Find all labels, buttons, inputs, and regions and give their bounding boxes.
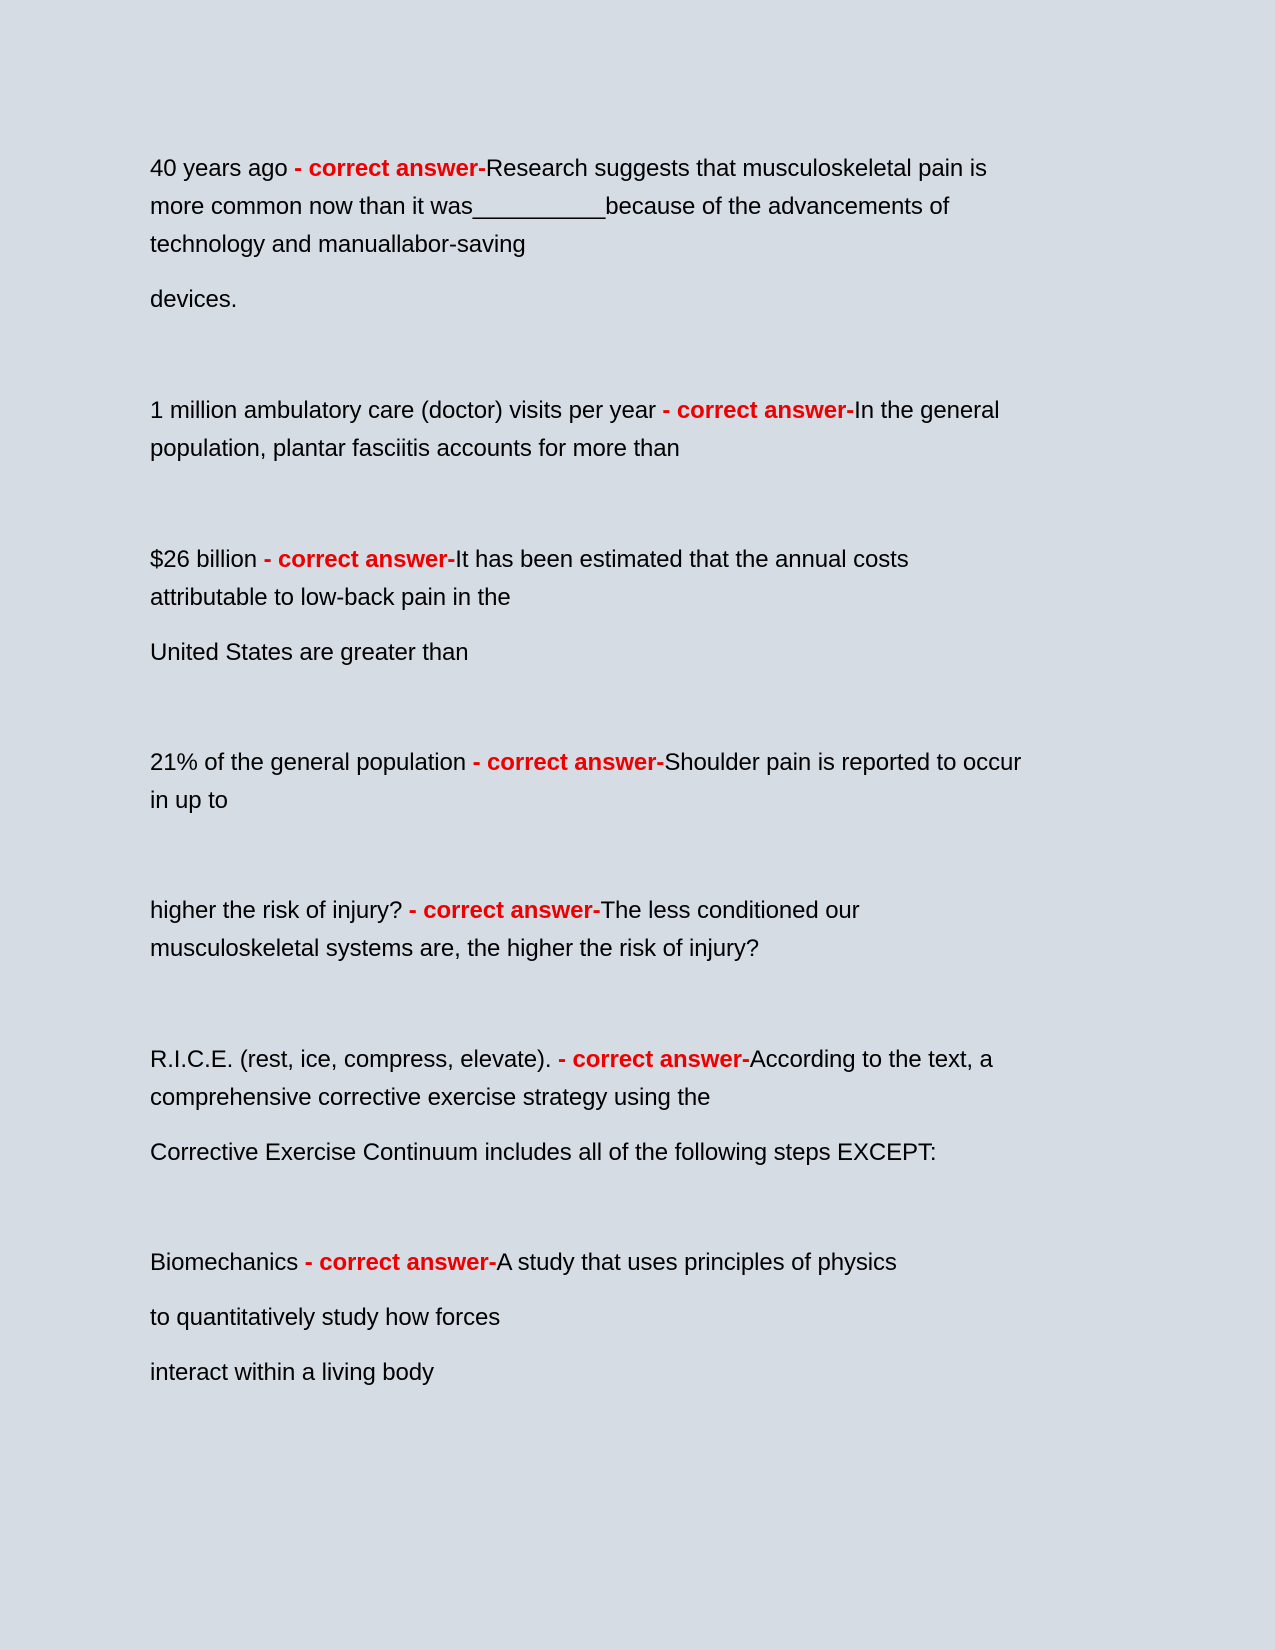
qa-entry [150, 744, 1140, 820]
question-line: devices. [150, 286, 238, 313]
answer-text: R.I.C.E. (rest, ice, compress, elevate). [150, 1046, 559, 1073]
question-line: musculoskeletal systems are, the higher the risk of injury? [150, 935, 760, 962]
question-text: Shoulder pain is reported to occur [664, 749, 1022, 776]
question-line: more common now than it was__________because of the advancements of [150, 193, 950, 220]
entry-first-line [150, 150, 1140, 188]
correct-answer-marker: - correct answer- [662, 397, 855, 424]
question-line: United States are greater than [150, 639, 469, 666]
answer-text: higher the risk of injury? [150, 897, 409, 924]
answer-text: Biomechanics [150, 1249, 305, 1276]
qa-entry [150, 1041, 1140, 1172]
question-line: interact within a living body [150, 1359, 434, 1386]
entry-first-line [150, 744, 1140, 782]
question-line: technology and manuallabor-saving [150, 231, 526, 258]
entry-first-line [150, 392, 1140, 430]
correct-answer-marker: - correct answer- [558, 1046, 750, 1073]
answer-text: $26 billion [150, 546, 264, 573]
correct-answer-marker: - correct answer- [294, 155, 486, 182]
qa-entry [150, 892, 1140, 968]
question-line: to quantitatively study how forces [150, 1304, 501, 1331]
answer-text: 40 years ago [150, 155, 295, 182]
qa-entry [150, 1244, 1140, 1392]
correct-answer-marker: - correct answer- [263, 546, 456, 573]
entry-first-line [150, 1244, 1140, 1282]
question-line: Corrective Exercise Continuum includes all of the following steps EXCEPT: [150, 1139, 937, 1166]
question-line: comprehensive corrective exercise strategy using the [150, 1084, 711, 1111]
answer-text: 1 million ambulatory care (doctor) visits per year [150, 397, 663, 424]
entry-first-line [150, 1041, 1140, 1079]
question-line: population, plantar fasciitis accounts for more than [150, 435, 680, 462]
correct-answer-marker: - correct answer- [472, 749, 665, 776]
question-text: A study that uses principles of physics [496, 1249, 897, 1276]
question-text: In the general [854, 397, 1000, 424]
question-text: According to the text, a [749, 1046, 993, 1073]
entry-first-line [150, 892, 1140, 930]
question-line: attributable to low-back pain in the [150, 584, 511, 611]
question-text: The less conditioned our [600, 897, 860, 924]
correct-answer-marker: - correct answer- [304, 1249, 497, 1276]
question-line: in up to [150, 787, 228, 814]
question-text: Research suggests that musculoskeletal pain is [485, 155, 987, 182]
correct-answer-marker: - correct answer- [408, 897, 601, 924]
answer-text: 21% of the general population [150, 749, 473, 776]
entry-first-line [150, 541, 1140, 579]
question-text: It has been estimated that the annual costs [455, 546, 909, 573]
qa-entry [150, 150, 1140, 319]
qa-entry [150, 541, 1140, 672]
qa-entry [150, 392, 1140, 468]
